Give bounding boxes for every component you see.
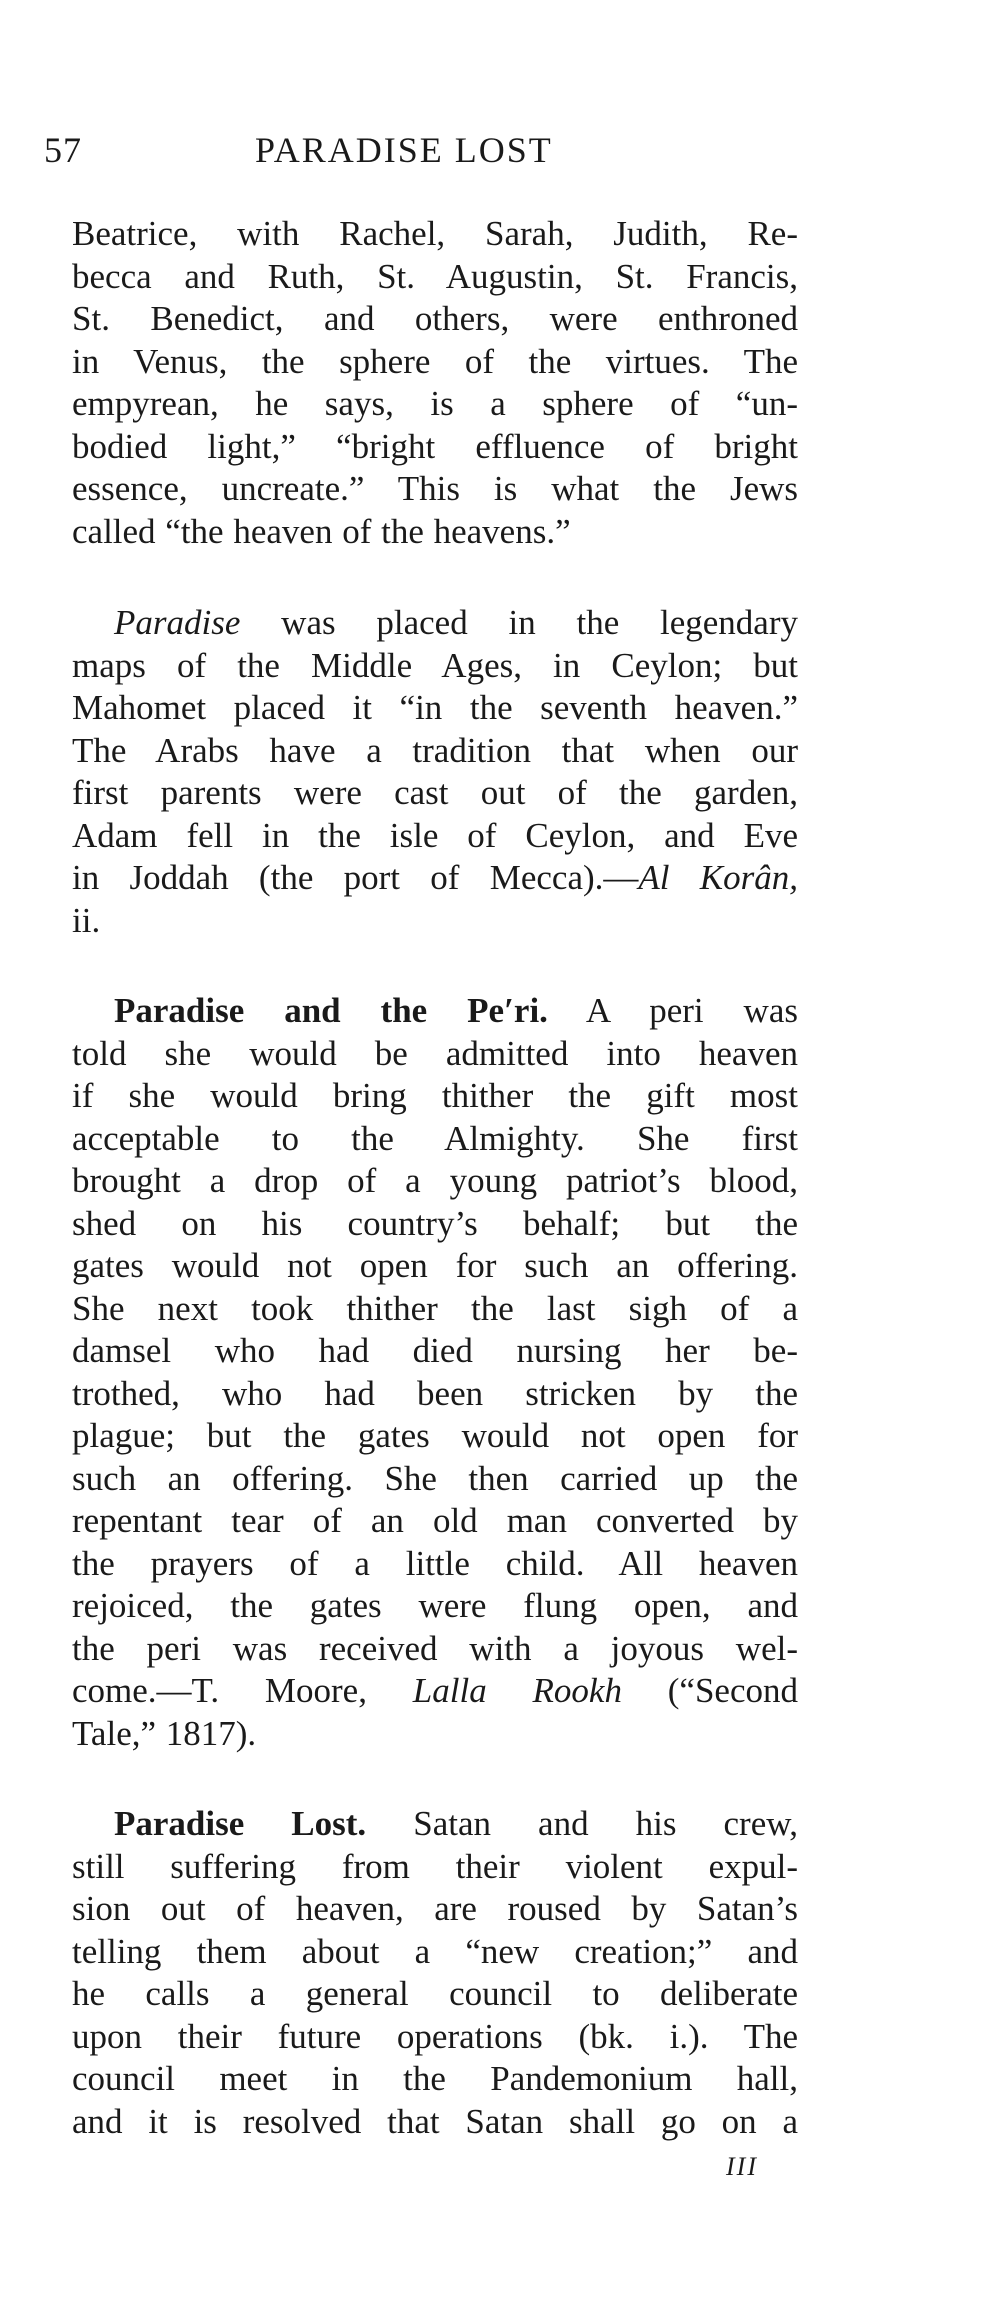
- entry-heading: Paradise Lost.: [114, 1804, 367, 1843]
- text-line: he calls a general council to deliberate: [72, 1974, 798, 2013]
- line-rest: A peri was: [547, 991, 798, 1030]
- line-text: (“Second: [621, 1671, 798, 1710]
- text-line: maps of the Middle Ages, in Ceylon; but: [72, 645, 798, 685]
- text-line: becca and Ruth, St. Augustin, St. Francis,: [72, 256, 798, 296]
- running-title: PARADISE LOST: [255, 130, 553, 170]
- page-number: 57: [44, 130, 82, 170]
- text-line: repentant tear of an old man converted by: [72, 1501, 798, 1540]
- text-line-with-source: [72, 857, 798, 900]
- text-line: telling them about a “new creation;” and: [72, 1931, 798, 1971]
- text-line: plague; but the gates would not open for: [72, 1416, 798, 1455]
- text-line: damsel who had died nursing her be-: [72, 1331, 798, 1370]
- text-line: Tale,” 1817).: [72, 1713, 257, 1753]
- source-citation: Lalla Rookh: [412, 1671, 622, 1710]
- text-line: still suffering from their violent expul-: [72, 1846, 798, 1886]
- line-text: come.—T. Moore,: [72, 1671, 413, 1710]
- text-line: council meet in the Pandemonium hall,: [72, 2059, 798, 2098]
- text-line: if she would bring thither the gift most: [72, 1076, 798, 1115]
- text-line: acceptable to the Almighty. She first: [72, 1118, 798, 1158]
- text-line: The Arabs have a tradition that when our: [72, 730, 798, 770]
- text-line-first: [72, 602, 798, 645]
- signature-mark: III: [726, 2152, 758, 2181]
- text-line: the prayers of a little child. All heaven: [72, 1543, 798, 1583]
- text-line: brought a drop of a young patriot’s blood,: [72, 1161, 798, 1200]
- source-citation: Al Korân,: [638, 858, 798, 897]
- line-text: in Joddah (the port of Mecca).—: [72, 858, 639, 897]
- text-line: in Venus, the sphere of the virtues. The: [72, 341, 798, 381]
- text-line-with-source: [72, 1670, 798, 1713]
- text-line: shed on his country’s behalf; but the: [72, 1203, 798, 1243]
- text-line: trothed, who had been stricken by the: [72, 1373, 798, 1413]
- text-line: empyrean, he says, is a sphere of “un-: [72, 384, 798, 423]
- text-line: essence, uncreate.” This is what the Jews: [72, 469, 798, 508]
- paragraph-paradise-placement: [72, 602, 798, 942]
- entry-paradise-lost: [72, 1803, 798, 2143]
- text-line: St. Benedict, and others, were enthroned: [72, 299, 798, 338]
- text-line: Adam fell in the isle of Ceylon, and Eve: [72, 815, 798, 855]
- entry-paradise-and-the-peri: [72, 990, 798, 1755]
- line-rest: Satan and his crew,: [366, 1804, 798, 1843]
- line-rest: was placed in the legendary: [240, 603, 798, 642]
- text-line-first: [72, 1803, 798, 1846]
- text-line: the peri was received with a joyous wel-: [72, 1628, 798, 1668]
- text-line: and it is resolved that Satan shall go on a: [72, 2101, 798, 2141]
- text-line: gates would not open for such an offering.: [72, 1246, 798, 1285]
- text-line: upon their future operations (bk. i.). The: [72, 2016, 798, 2056]
- text-line: Mahomet placed it “in the seventh heaven.”: [72, 688, 798, 727]
- text-line: Beatrice, with Rachel, Sarah, Judith, Re-: [72, 214, 798, 253]
- text-line: rejoiced, the gates were flung open, and: [72, 1586, 798, 1625]
- paragraph-beatrice: [72, 213, 798, 553]
- text-line: such an offering. She then carried up the: [72, 1458, 798, 1498]
- text-line: ii.: [72, 900, 101, 940]
- text-line: sion out of heaven, are roused by Satan’s: [72, 1889, 798, 1928]
- text-line: first parents were cast out of the garden,: [72, 773, 798, 812]
- text-line-first: [72, 990, 798, 1033]
- text-line: bodied light,” “bright effluence of bright: [72, 426, 798, 466]
- italic-lead: Paradise: [114, 603, 241, 642]
- text-line: She next took thither the last sigh of a: [72, 1288, 798, 1328]
- text-line: called “the heaven of the heavens.”: [72, 511, 571, 551]
- text-line: told she would be admitted into heaven: [72, 1033, 798, 1073]
- entry-heading: Paradise and the Pe′ri.: [114, 991, 548, 1030]
